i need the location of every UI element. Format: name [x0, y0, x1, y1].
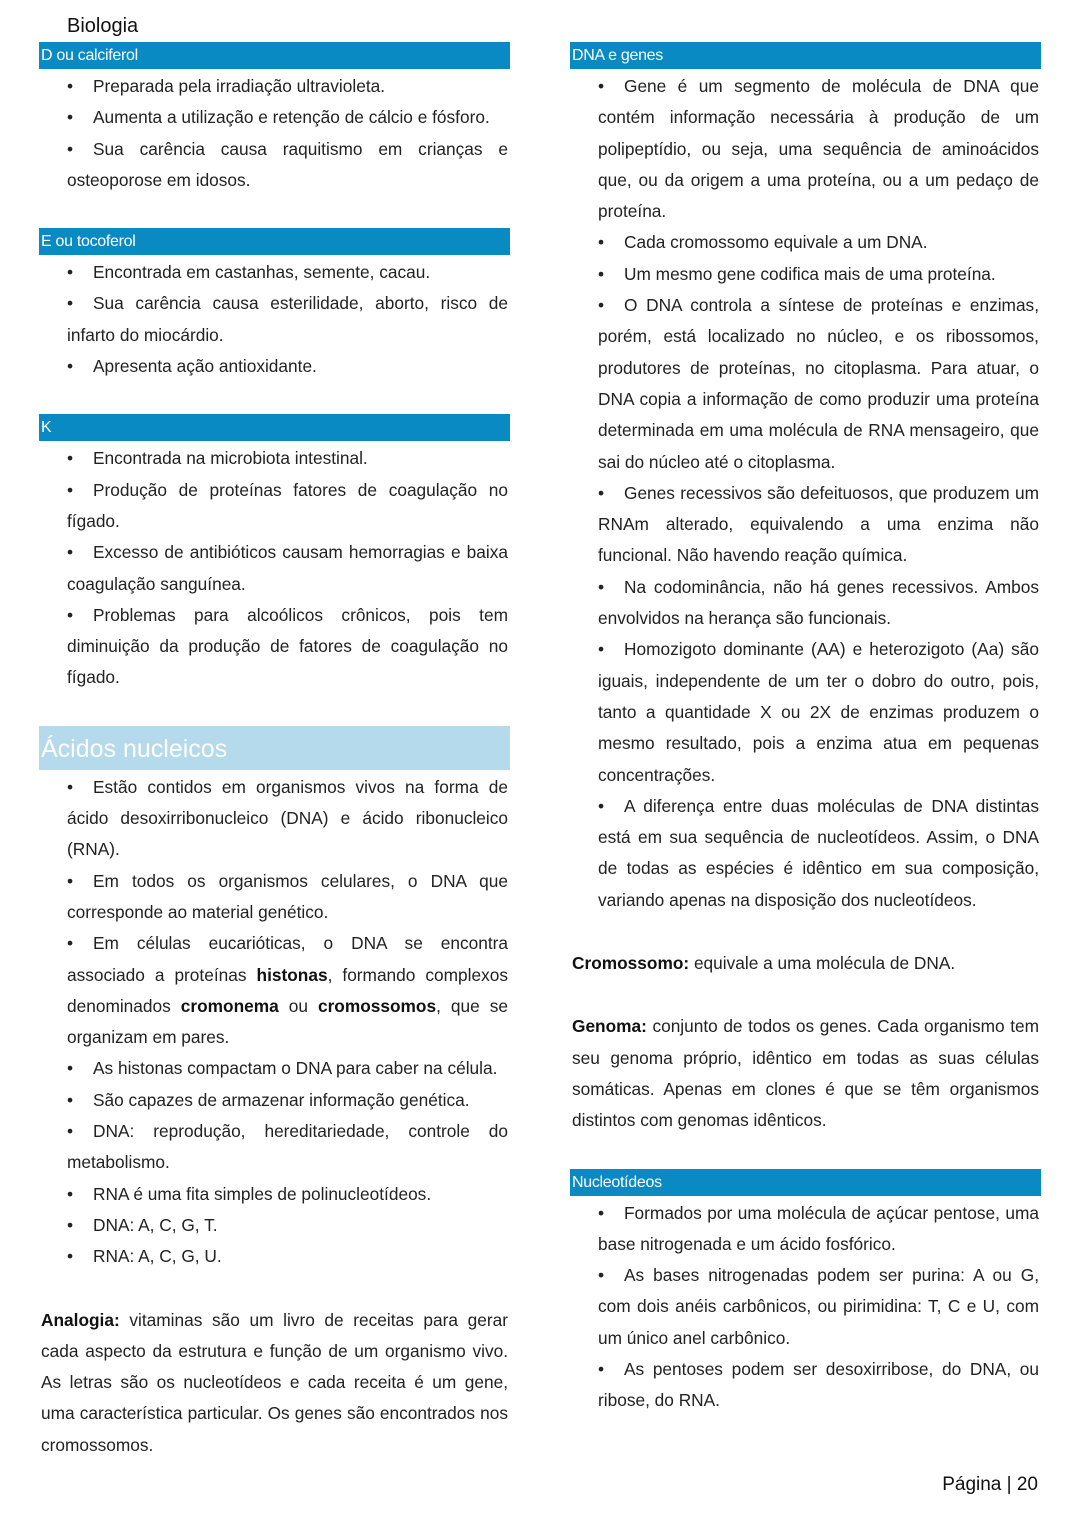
section-heading-vitamin-e: E ou tocoferol [39, 228, 510, 255]
list-item: • Um mesmo gene codifica mais de uma proteína. [570, 259, 1041, 290]
vitamin-k-list [39, 443, 510, 693]
list-item: • RNA é uma fita simples de polinucleotídeos. [39, 1179, 510, 1210]
bullet-icon: • [67, 356, 74, 377]
list-item: • A diferença entre duas moléculas de DNA distintas está em sua sequência de nucleotídeos. Assim, o DNA de todas as espécies é idêntico em sua composição, variando apenas na disposição dos nucleotídeos. [570, 791, 1041, 916]
right-column [570, 42, 1041, 1417]
list-item: • RNA: A, C, G, U. [39, 1241, 510, 1272]
list-item: • Apresenta ação antioxidante. [39, 351, 510, 382]
bullet-icon: • [67, 1246, 74, 1267]
list-item: • São capazes de armazenar informação genética. [39, 1085, 510, 1116]
bullet-icon: • [598, 232, 605, 253]
list-item: • As pentoses podem ser desoxirribose, do DNA, ou ribose, do RNA. [570, 1354, 1041, 1417]
nucleotideos-list [570, 1198, 1041, 1417]
list-item: • Estão contidos em organismos vivos na forma de ácido desoxirribonucleico (DNA) e ácido ribonucleico (RNA). [39, 772, 510, 866]
bullet-icon: • [67, 1089, 74, 1110]
list-item: • Homozigoto dominante (AA) e heterozigoto (Aa) são iguais, independente de um ter o dobro do outro, pois, tanto a quantidade X ou 2X de enzimas produzem o mesmo resultado, pois a enzima atua em pequenas concentrações. [570, 634, 1041, 790]
list-item: • Produção de proteínas fatores de coagulação no fígado. [39, 475, 510, 538]
bullet-icon: • [598, 795, 605, 816]
list-item: • O DNA controla a síntese de proteínas e enzimas, porém, está localizado no núcleo, e os ribossomos, produtores de proteínas, no citoplasma. Para atuar, o DNA copia a informação de como produzir uma proteína determinada em uma molécula de RNA mensageiro, que sai do núcleo até o citoplasma. [570, 290, 1041, 478]
list-item: • Encontrada em castanhas, semente, cacau. [39, 257, 510, 288]
cromossomo-definition: Cromossomo: equivale a uma molécula de DNA. [572, 953, 956, 974]
list-item: • Preparada pela irradiação ultravioleta. [39, 71, 510, 102]
bullet-icon: • [598, 76, 605, 96]
bullet-icon: • [598, 1265, 605, 1286]
bullet-icon: • [67, 262, 74, 283]
genoma-definition: Genoma: conjunto de todos os genes. Cada organismo tem seu genoma próprio, idêntico em todas as suas células somáticas. Apenas em clones é que se têm organismos distintos com genomas idênticos. [572, 1016, 1039, 1131]
bullet-icon: • [598, 482, 605, 503]
bullet-icon: • [67, 870, 74, 891]
left-column [39, 42, 510, 1461]
section-heading-dna-genes: DNA e genes [570, 42, 1041, 69]
bullet-icon: • [67, 293, 74, 314]
list-item: • Sua carência causa esterilidade, aborto, risco de infarto do miocárdio. [39, 288, 510, 351]
document-header-title: Biologia [67, 15, 139, 37]
list-item: • As histonas compactam o DNA para caber na célula. [39, 1053, 510, 1084]
page-number: Página | 20 [942, 1474, 1038, 1495]
bullet-icon: • [67, 776, 74, 797]
bullet-icon: • [598, 1358, 605, 1379]
section-heading-vitamin-k: K [39, 414, 510, 441]
bullet-icon: • [598, 1202, 605, 1223]
vitamin-e-list [39, 257, 510, 382]
list-item: • Na codominância, não há genes recessivos. Ambos envolvidos na herança são funcionais. [570, 572, 1041, 635]
list-item: • Cada cromossomo equivale a um DNA. [570, 227, 1041, 258]
section-heading-vitamin-d: D ou calciferol [39, 42, 510, 69]
bullet-icon: • [67, 542, 74, 563]
list-item: • Excesso de antibióticos causam hemorragias e baixa coagulação sanguínea. [39, 537, 510, 600]
acidos-nucleicos-list [39, 772, 510, 1273]
list-item: • Genes recessivos são defeituosos, que produzem um RNAm alterado, equivalendo a uma enzima não funcional. Não havendo reação química. [570, 478, 1041, 572]
vitamin-d-list [39, 71, 510, 196]
list-item: • Problemas para alcoólicos crônicos, pois tem diminuição da produção de fatores de coagulação no fígado. [39, 600, 510, 694]
bullet-icon: • [67, 933, 74, 954]
bullet-icon: • [598, 295, 605, 316]
list-item: • Em células eucarióticas, o DNA se encontra associado a proteínas histonas, formando complexos denominados cromonema ou cromossomos, que se organizam em pares. [39, 928, 510, 1053]
list-item: • Encontrada na microbiota intestinal. [39, 443, 510, 474]
bullet-icon: • [67, 76, 74, 96]
list-item: • Gene é um segmento de molécula de DNA que contém informação necessária à produção de um polipeptídio, ou seja, uma sequência de aminoácidos que, ou da origem a uma proteína, ou a um pedaço de proteína. [570, 71, 1041, 227]
analogia-paragraph: Analogia: vitaminas são um livro de receitas para gerar cada aspecto da estrutura e função de um organismo vivo. As letras são os nucleotídeos e cada receita é um gene, uma característica particular. Os genes são encontrados nos cromossomos. [41, 1309, 508, 1455]
dna-genes-list [570, 71, 1041, 916]
list-item: • Aumenta a utilização e retenção de cálcio e fósforo. [39, 102, 510, 133]
bullet-icon: • [67, 138, 74, 159]
bullet-icon: • [598, 639, 605, 660]
list-item: • As bases nitrogenadas podem ser purina: A ou G, com dois anéis carbônicos, ou pirimidina: T, C e U, com um único anel carbônico. [570, 1260, 1041, 1354]
list-item: • DNA: reprodução, hereditariedade, controle do metabolismo. [39, 1116, 510, 1179]
bullet-icon: • [598, 263, 605, 284]
section-heading-nucleotideos: Nucleotídeos [570, 1169, 1041, 1196]
bullet-icon: • [67, 1121, 74, 1142]
bullet-icon: • [67, 448, 74, 469]
bullet-icon: • [67, 604, 74, 625]
section-heading-acidos-nucleicos: Ácidos nucleicos [39, 726, 510, 770]
list-item: • Formados por uma molécula de açúcar pentose, uma base nitrogenada e um ácido fosfórico. [570, 1198, 1041, 1261]
list-item: • Em todos os organismos celulares, o DNA que corresponde ao material genético. [39, 866, 510, 929]
bullet-icon: • [598, 576, 605, 597]
bullet-icon: • [67, 107, 74, 128]
bullet-icon: • [67, 1058, 74, 1079]
list-item: • DNA: A, C, G, T. [39, 1210, 510, 1241]
bullet-icon: • [67, 1214, 74, 1235]
list-item: • Sua carência causa raquitismo em crianças e osteoporose em idosos. [39, 134, 510, 197]
bullet-icon: • [67, 479, 74, 500]
bullet-icon: • [67, 1183, 74, 1204]
